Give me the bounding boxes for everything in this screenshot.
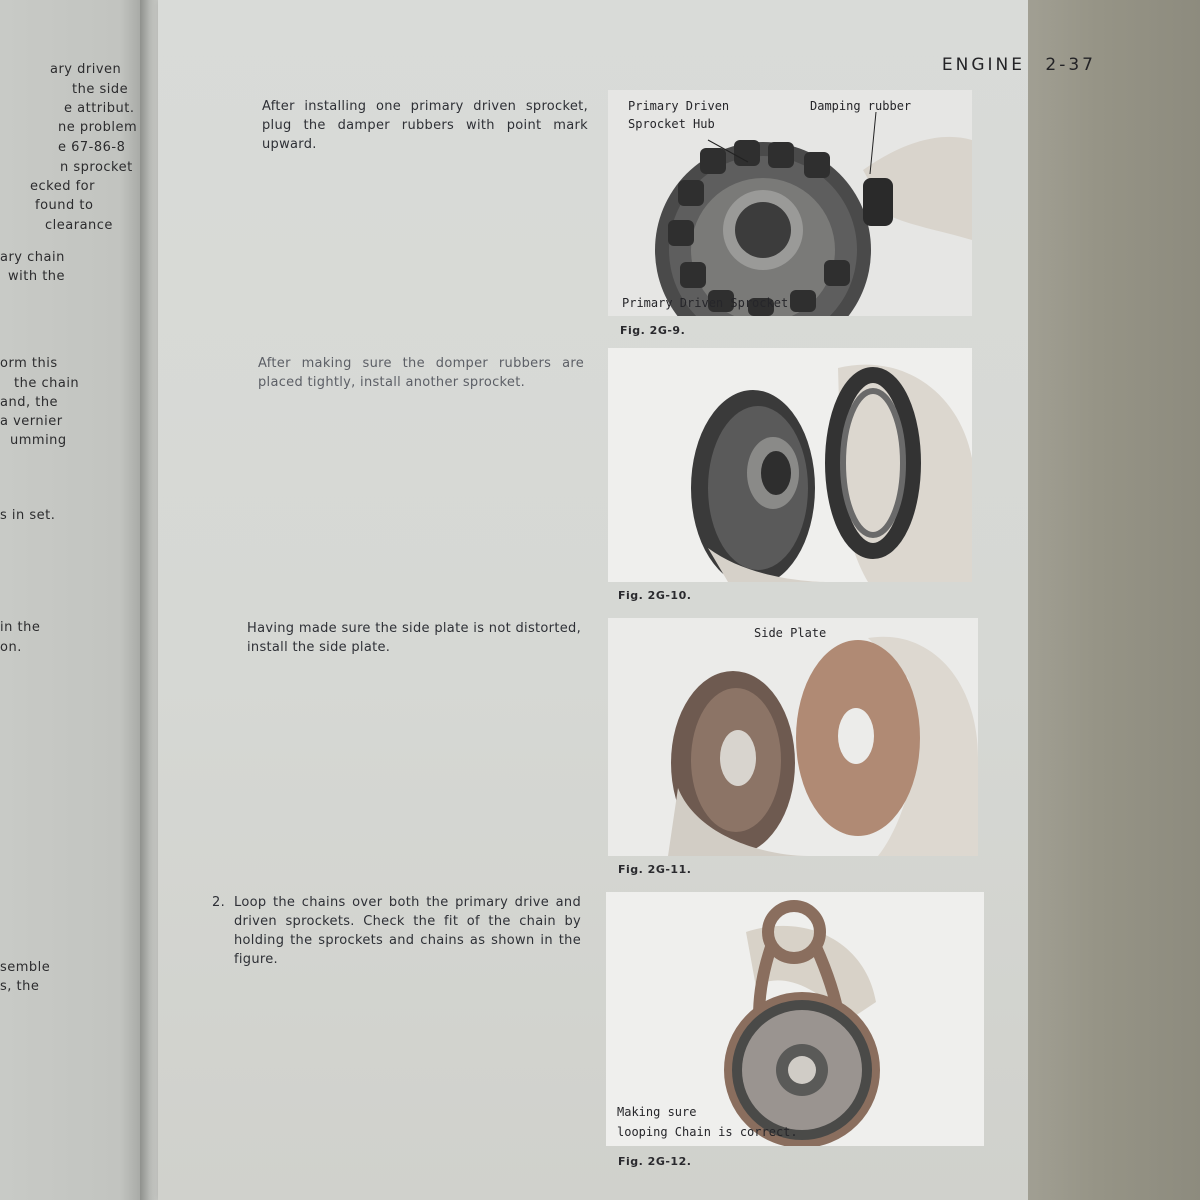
photo-label: Primary Driven Sprocket xyxy=(622,296,789,310)
figure-photo xyxy=(608,618,978,856)
left-fragment: e attribut. xyxy=(64,101,135,116)
step-number: 2. xyxy=(212,895,226,910)
figure-caption: Fig. 2G-11. xyxy=(618,863,692,876)
photo-label: Primary Driven xyxy=(628,99,730,113)
left-fragment: umming xyxy=(10,433,67,448)
page-number: 2-37 xyxy=(1045,55,1096,75)
left-fragment: clearance xyxy=(45,218,113,233)
step-text: After installing one primary driven sprocket, plug the damper rubbers with point mark upward. xyxy=(262,99,588,152)
left-fragment: s in set. xyxy=(0,508,56,523)
left-facing-page xyxy=(0,0,150,1200)
sprocket-assembly-image xyxy=(608,348,972,582)
photo-label: Sprocket Hub xyxy=(628,117,715,131)
step-text: Loop the chains over both the primary drive and driven sprockets. Check the fit of the chain by holding the sprockets and chains as shown in the figure. xyxy=(234,895,581,967)
page-stack-edge xyxy=(1028,0,1200,1200)
left-fragment: the chain xyxy=(14,376,80,391)
photo-label: Damping rubber xyxy=(810,99,912,113)
left-fragment: on. xyxy=(0,640,22,655)
photo-label: looping Chain is correct. xyxy=(617,1125,798,1139)
figure-photo xyxy=(608,348,972,582)
left-fragment: ne problem xyxy=(58,120,138,135)
left-fragment: ecked for xyxy=(30,179,95,194)
section-title: ENGINE xyxy=(941,55,1025,75)
photo-label: Making sure xyxy=(617,1105,697,1119)
figure-caption: Fig. 2G-12. xyxy=(618,1155,692,1168)
photo-label: Side Plate xyxy=(754,626,827,640)
left-fragment: a vernier xyxy=(0,414,63,429)
left-fragment: s, the xyxy=(0,979,40,994)
left-fragment: orm this xyxy=(0,356,58,371)
left-fragment: the side xyxy=(72,82,129,97)
left-fragment: n sprocket xyxy=(60,160,133,175)
page-header xyxy=(942,55,1096,75)
left-fragment: and, the xyxy=(0,395,59,410)
figure-caption: Fig. 2G-9. xyxy=(620,324,686,337)
left-fragment: semble xyxy=(0,960,51,975)
step-text: Having made sure the side plate is not distorted, install the side plate. xyxy=(247,621,581,655)
left-fragment: e 67-86-8 xyxy=(58,140,126,155)
figure-caption: Fig. 2G-10. xyxy=(618,589,692,602)
left-fragment: in the xyxy=(0,620,41,635)
side-plate-image xyxy=(608,618,978,856)
left-fragment: found to xyxy=(35,198,94,213)
left-fragment: with the xyxy=(8,269,66,284)
left-fragment: ary chain xyxy=(0,250,65,265)
step-text: After making sure the domper rubbers are placed tightly, install another sprocket. xyxy=(258,356,584,390)
left-fragment: ary driven xyxy=(50,62,122,77)
